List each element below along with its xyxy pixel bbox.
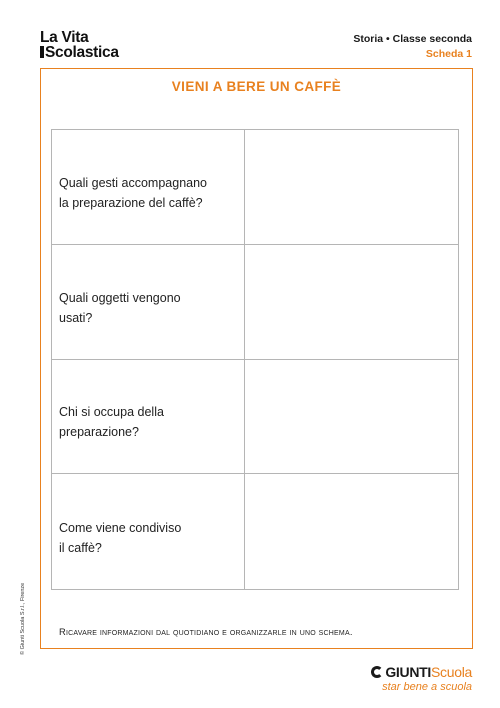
question-cell: Quali oggetti vengono usati? — [52, 245, 245, 360]
answer-cell[interactable] — [245, 360, 458, 475]
giunti-g-icon — [371, 666, 383, 678]
instruction-text: Ricavare informazioni dal quotidiano e organizzarle in uno schema. — [59, 626, 353, 637]
logo-letter: S — [45, 44, 56, 61]
header-info — [353, 32, 472, 62]
worksheet-title: VIENI A BERE UN CAFFÈ — [171, 79, 342, 94]
brand-main: GIUNTI — [385, 664, 431, 680]
worksheet-frame — [40, 68, 473, 649]
brand-accent: Scuola — [430, 664, 472, 680]
copyright-text: © Giunti Scuola S.r.l., Firenze — [20, 582, 26, 655]
logo-rest: colastica — [55, 44, 119, 61]
sheet-label: Scheda 1 — [425, 48, 472, 60]
magazine-logo — [40, 30, 119, 60]
answer-cell[interactable] — [245, 474, 458, 589]
publisher-logo — [371, 664, 472, 693]
publisher-tagline: star bene a scuola — [382, 681, 472, 693]
question-table — [51, 129, 459, 590]
logo-bar-mark — [40, 46, 44, 58]
subject-label: Storia • Classe seconda — [353, 33, 472, 45]
question-cell: Chi si occupa della preparazione? — [52, 360, 245, 475]
publisher-brand — [371, 664, 472, 680]
logo-line-2 — [40, 45, 119, 60]
question-cell: Quali gesti accompagnano la preparazione del caffè? — [52, 130, 245, 245]
question-cell: Come viene condiviso il caffè? — [52, 474, 245, 589]
answer-cell[interactable] — [245, 130, 458, 245]
logo-line-1: La Vita — [40, 29, 89, 46]
answer-cell[interactable] — [245, 245, 458, 360]
